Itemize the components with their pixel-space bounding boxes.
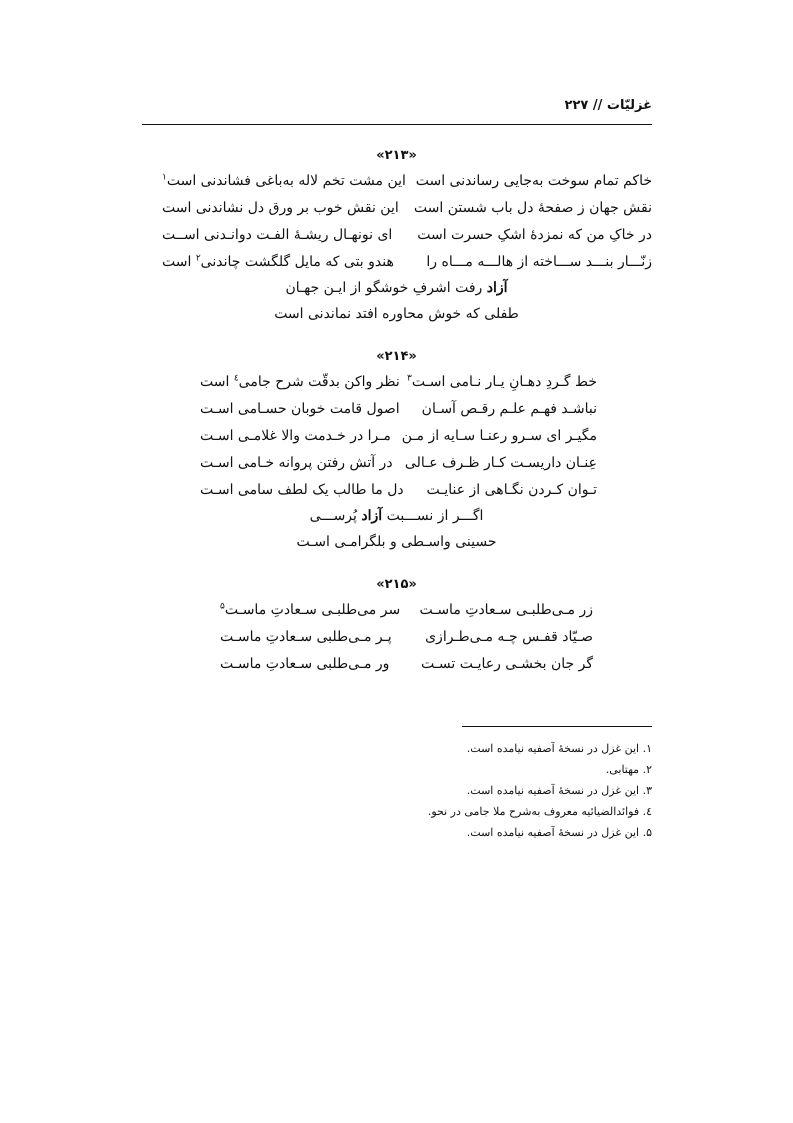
- hemistich-second: این نقش خوب بر ورق دل نشاندنی است: [162, 200, 399, 216]
- footnote: ۱. این غزل در نسخهٔ آصفیه نیامده است.: [466, 742, 652, 755]
- hemistich-first: خاکم تمام سوخت به‌جایی رساندنی است: [415, 173, 652, 189]
- footnote: ۳. این غزل در نسخهٔ آصفیه نیامده است.: [466, 784, 652, 797]
- hemistich-second: مـرا در خـدمت والا غلامـی اسـت: [200, 428, 391, 444]
- footnote: ۵. این غزل در نسخهٔ آصفیه نیامده است.: [466, 826, 652, 839]
- hemistich-first: گر جان بخشـی رعایـت تسـت: [421, 656, 593, 672]
- hemistich-first: نباشـد فهـم علـم رقـص آسـان: [421, 401, 597, 417]
- couplet: [200, 425, 597, 447]
- footnotes: [352, 738, 652, 843]
- couplet: [162, 170, 652, 192]
- hemistich-second: [162, 251, 394, 273]
- hemistich-first: صـیّاد قفـس چـه مـی‌طـرازی: [425, 629, 593, 645]
- hemistich-first: زر مـی‌طلبـی سـعادتِ ماسـت: [419, 602, 593, 618]
- hemistich-first: زنّـــار بنـــد ســـاخته از هالـــه مـــاه را: [426, 254, 652, 270]
- hemistich-second: ای نونهـال ریشـهٔ الفـت دوانـدنی اســت: [162, 227, 393, 243]
- closing-line: [0, 277, 793, 299]
- hemistich-text: هندو بتی که مایل گلگشت چاندنی: [200, 254, 394, 270]
- hemistich-second: اصول قامت خوبان حسـامی اسـت: [200, 401, 400, 417]
- closing-text: پُرســـی: [309, 508, 362, 524]
- couplet: [162, 197, 652, 219]
- poet-name: آزاد: [486, 280, 508, 296]
- hemistich-first: عِنـان داریسـت کـار ظـرف عـالی: [404, 455, 597, 471]
- closing-text: اگـــر از نســـبت: [382, 508, 484, 524]
- couplet: [200, 452, 597, 474]
- footnote-rule: [462, 726, 652, 727]
- hemistich-text: خط گـردِ دهـانِ یـار نـامی اسـت: [411, 374, 597, 390]
- page-header: [142, 94, 652, 125]
- couplet: [162, 251, 652, 273]
- footnote-ref: ٤: [233, 373, 239, 384]
- poem-number: «۲۱۵»: [376, 577, 417, 592]
- hemistich-first: [407, 371, 597, 393]
- closing-line: طفلی که خوش محاوره افتد نماندنی است: [274, 306, 519, 322]
- couplet: [200, 479, 597, 501]
- couplet: [220, 653, 593, 675]
- footnote-ref: ۱: [162, 172, 167, 183]
- poet-name: آزاد: [361, 508, 383, 524]
- closing-text: رفت اشرفِ خوشگو از ایـن جهـان: [285, 280, 487, 296]
- running-head: غزلیّات // ۲۲۷: [564, 98, 652, 113]
- hemistich-second: در آتش رفتن پروانه خـامی اسـت: [200, 455, 393, 471]
- hemistich-second: ور مـی‌طلبی سـعادتِ ماسـت: [220, 656, 390, 672]
- hemistich-second: [200, 371, 400, 393]
- hemistich-second: دل ما طالب یک لطف سامی اسـت: [200, 482, 404, 498]
- couplet: [220, 599, 593, 621]
- couplet: [200, 398, 597, 420]
- hemistich-first: تـوان کـردن نگـاهی از عنایـت: [426, 482, 597, 498]
- hemistich-second: [162, 170, 406, 192]
- closing-line: حسینی واسـطی و بلگرامـی اسـت: [296, 534, 497, 550]
- hemistich-text: است: [162, 254, 196, 270]
- hemistich-text: این مشت تخم لاله به‌باغی فشاندنی است: [166, 173, 406, 189]
- poem-number: «۲۱۳»: [376, 148, 417, 163]
- footnote: ٤. فوائدالضیائیه معروف به‌شرح ملا جامی در نحو.: [427, 805, 652, 818]
- footnote: ۲. مهتابی.: [605, 763, 652, 776]
- footnote-ref: ۲: [195, 253, 201, 264]
- poem-number: «۲۱۴»: [376, 349, 417, 364]
- footnote-ref: ۳: [407, 373, 412, 384]
- hemistich-second: [220, 599, 400, 621]
- closing-line: [0, 505, 793, 527]
- couplet: [220, 626, 593, 648]
- couplet: [200, 371, 597, 393]
- couplet: [162, 224, 652, 246]
- hemistich-first: مگیـر ای سـرو رعنـا سـایه از مـن: [401, 428, 597, 444]
- footnote-ref: ۵: [220, 601, 225, 612]
- hemistich-text: سر می‌طلبـی سـعادتِ ماسـت: [224, 602, 401, 618]
- hemistich-first: نقش جهان ز صفحهٔ دل باب شستن است: [413, 200, 652, 216]
- hemistich-second: پـر مـی‌طلبی سـعادتِ ماسـت: [220, 629, 392, 645]
- hemistich-text: نظر واکن بدقّت شرح جامی: [238, 374, 400, 390]
- hemistich-first: در خاکِ من که نمزدهٔ اشکِ حسرت است: [417, 227, 652, 243]
- hemistich-text: است: [200, 374, 234, 390]
